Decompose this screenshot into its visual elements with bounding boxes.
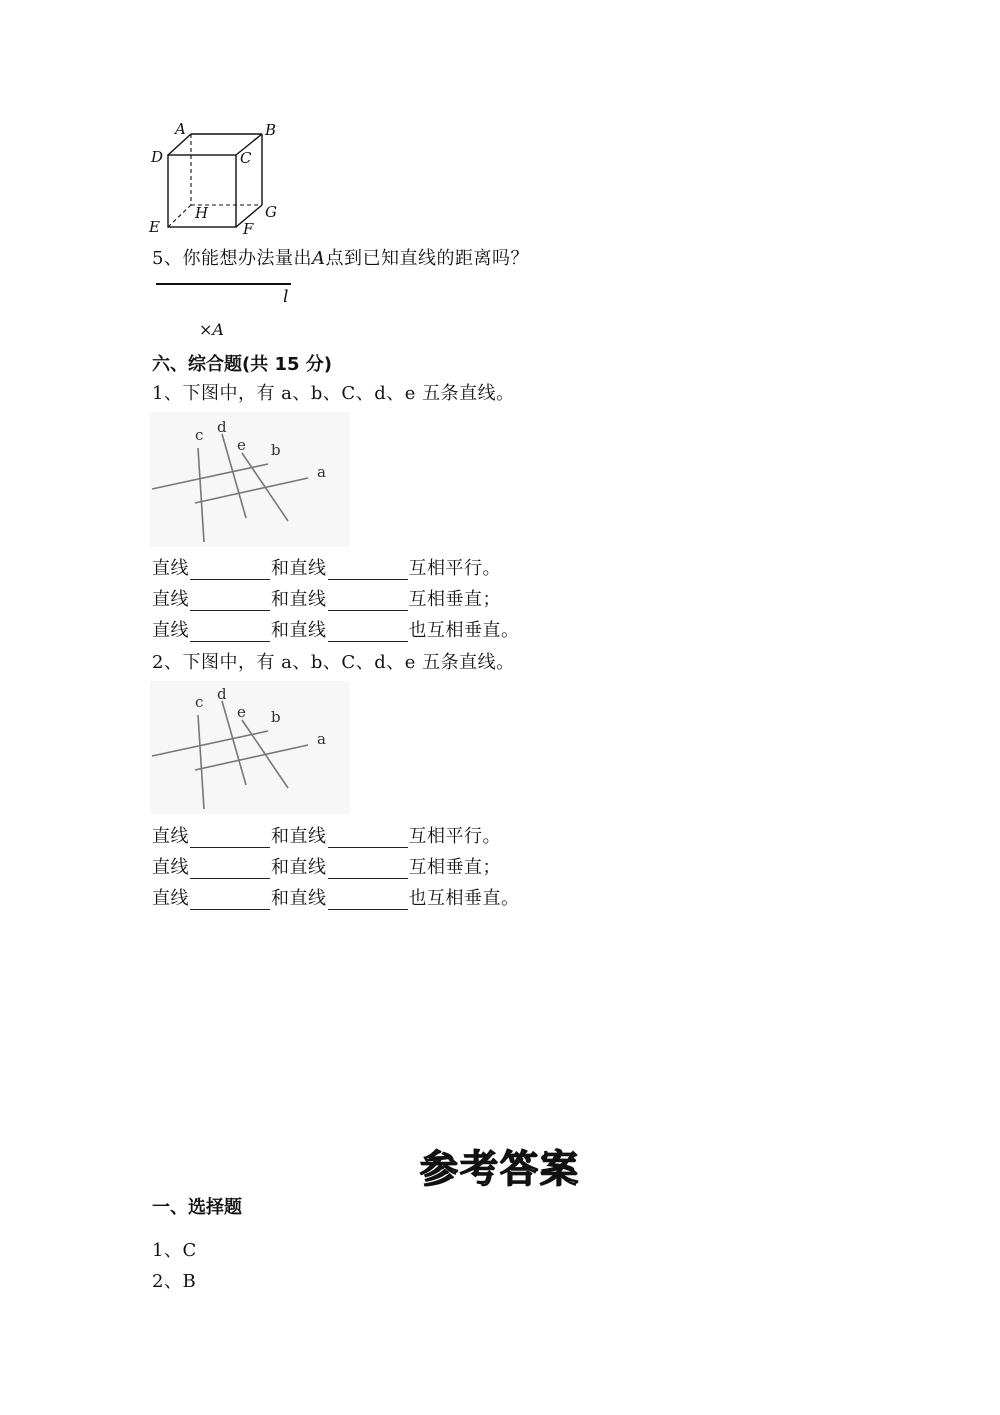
fill-row-1 [152,826,501,848]
fill-row-2 [152,589,501,611]
answers-title: 参考答案 [419,1147,580,1191]
answer-blank[interactable] [190,829,270,848]
given-line-l [156,283,291,285]
cube-label-c: C [240,149,252,167]
question-1-text: 1、下图中，有 a、b、C、d、e 五条直线。 [152,383,515,404]
fill-prefix: 直线 [152,620,189,641]
fill-middle: 和直线 [271,620,327,641]
lines-figure-2 [150,681,350,814]
figure-label-a: a [317,463,326,481]
answer-blank[interactable] [190,623,270,642]
figure-label-a: a [317,730,326,748]
cube-label-e: E [149,218,160,236]
lines-figure-1 [150,412,350,547]
fill-suffix: 也互相垂直。 [408,620,520,641]
cube-label-f: F [243,220,254,238]
fill-prefix: 直线 [152,558,189,579]
fill-middle: 和直线 [271,857,327,878]
point-a-label: A [212,320,224,339]
fill-middle: 和直线 [271,826,327,847]
answer-blank[interactable] [328,592,408,611]
cube-figure [145,118,295,238]
figure-label-c: c [195,693,204,711]
cube-label-h: H [195,204,209,222]
fill-suffix: 互相垂直； [408,857,501,878]
fill-middle: 和直线 [271,589,327,610]
fill-prefix: 直线 [152,857,189,878]
answer-blank[interactable] [328,561,408,580]
cube-label-a: A [175,120,186,138]
answer-blank[interactable] [190,860,270,879]
point-label: A [311,248,326,269]
fill-row-3 [152,620,520,642]
question-text-after: 点到已知直线的距离吗？ [325,248,529,269]
figure-label-b: b [271,708,281,726]
fill-row-1 [152,558,501,580]
figure-label-b: b [271,441,281,459]
fill-prefix: 直线 [152,826,189,847]
fill-row-2 [152,857,501,879]
point-a-marker [199,320,224,339]
question-text: 你能想办法量出 [182,248,312,269]
answers-section-heading: 一、选择题 [152,1197,242,1218]
figure-label-e: e [237,436,246,454]
cube-label-d: D [151,148,164,166]
cube-label-g: G [265,203,277,221]
question-number: 5、 [152,248,183,269]
figure-label-d: d [217,418,227,436]
fill-middle: 和直线 [271,558,327,579]
answer-item: 2、B [152,1271,197,1292]
fill-row-3 [152,888,520,910]
answer-blank[interactable] [190,891,270,910]
fill-suffix: 也互相垂直。 [408,888,520,909]
answer-blank[interactable] [328,891,408,910]
fill-suffix: 互相平行。 [408,826,501,847]
cross-mark-icon: × [199,320,213,339]
answer-blank[interactable] [328,860,408,879]
fill-prefix: 直线 [152,888,189,909]
fill-prefix: 直线 [152,589,189,610]
fill-middle: 和直线 [271,888,327,909]
cube-label-b: B [265,121,277,139]
line-label: l [283,287,289,307]
fill-suffix: 互相垂直； [408,589,501,610]
answer-blank[interactable] [190,592,270,611]
answer-blank[interactable] [328,829,408,848]
question-2-text: 2、下图中，有 a、b、C、d、e 五条直线。 [152,652,515,673]
figure-label-e: e [237,703,246,721]
figure-label-d: d [217,685,227,703]
figure-label-c: c [195,426,204,444]
question-5 [152,248,529,270]
answer-item: 1、C [152,1240,197,1261]
answer-blank[interactable] [328,623,408,642]
section-heading: 六、综合题(共 15 分) [152,354,333,375]
fill-suffix: 互相平行。 [408,558,501,579]
answer-blank[interactable] [190,561,270,580]
